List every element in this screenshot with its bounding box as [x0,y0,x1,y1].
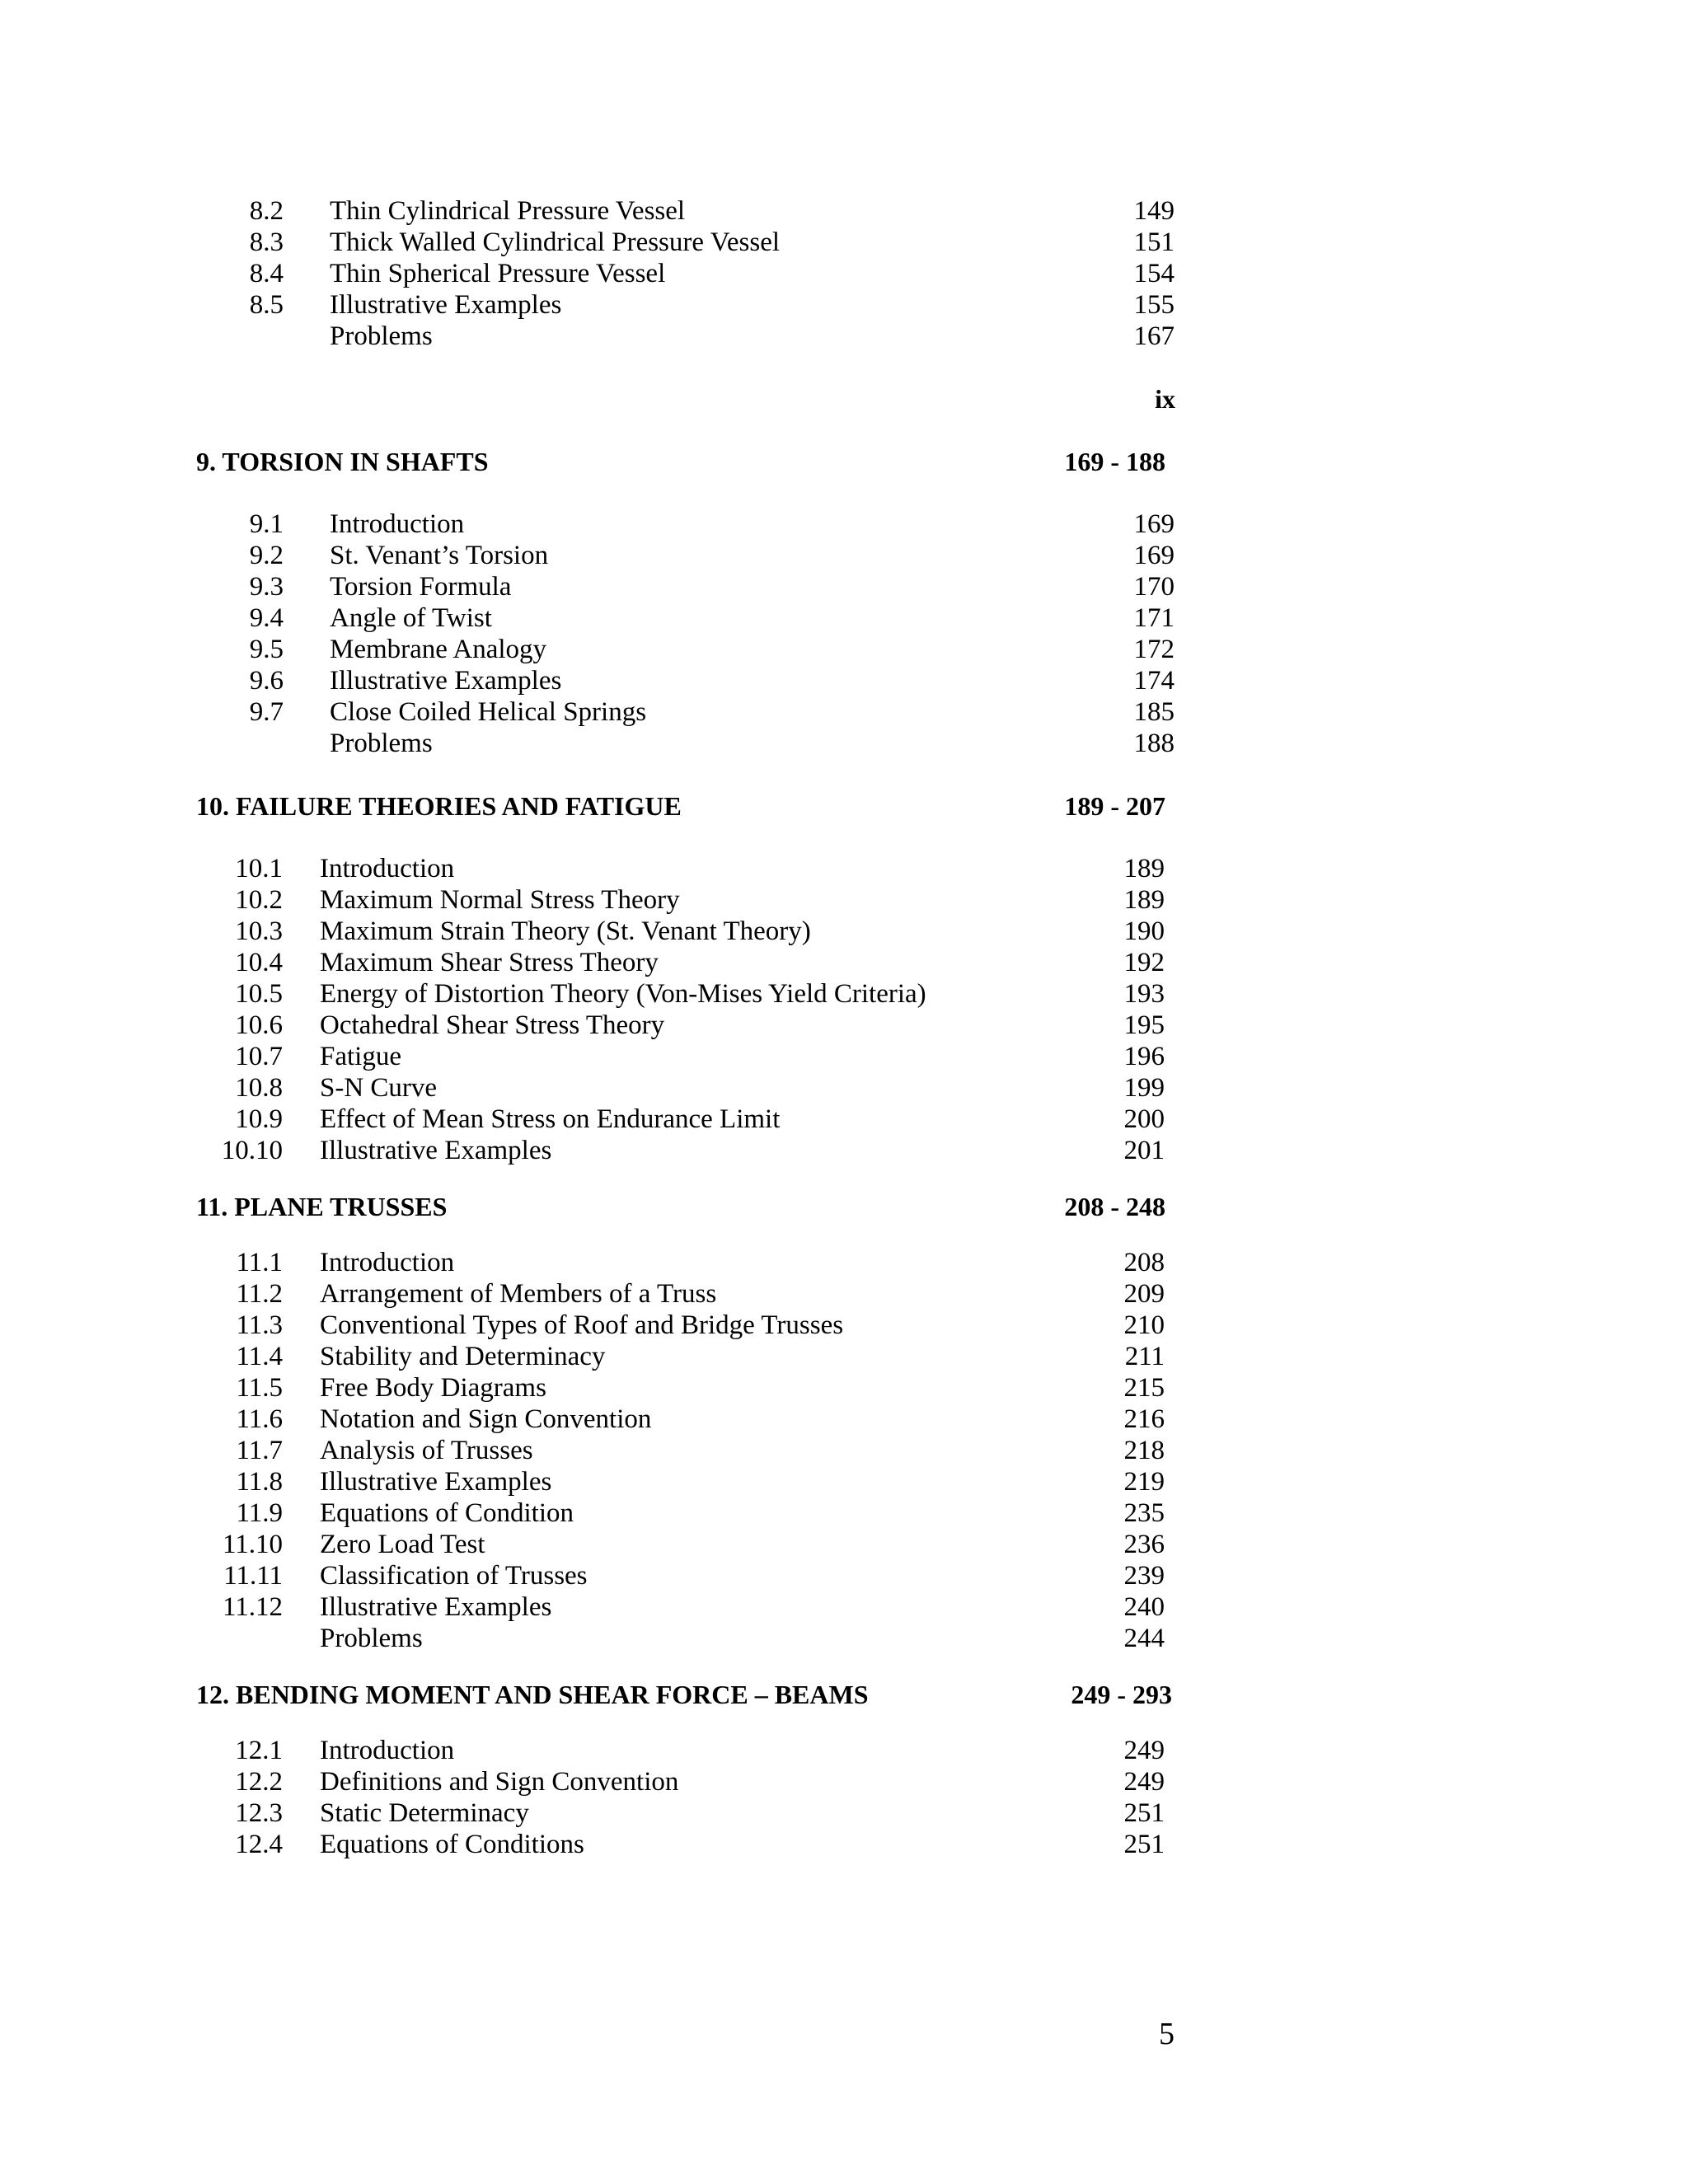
entry-title: Membrane Analogy [330,635,547,664]
toc-entry [0,915,1688,948]
entry-number: 10.10 [221,1136,283,1165]
entry-page: 174 [1133,666,1175,696]
entry-page: 244 [1123,1624,1165,1653]
entry-number: 8.4 [249,259,284,288]
toc-entry [0,1622,1688,1655]
entry-number: 11.2 [236,1279,283,1309]
chapter-page-range: 249 - 293 [1071,1680,1172,1709]
entry-title: Notation and Sign Convention [320,1404,652,1434]
entry-number: 9.6 [249,666,284,696]
entry-page: 211 [1124,1342,1165,1371]
chapter-title: 11. PLANE TRUSSES [196,1192,448,1221]
toc-entry [0,1765,1688,1798]
entry-page: 169 [1133,541,1175,570]
entry-page: 209 [1123,1279,1165,1309]
toc-entry [0,633,1688,666]
toc-entry [0,508,1688,541]
toc-entry [0,1040,1688,1073]
entry-title: Arrangement of Members of a Truss [320,1279,717,1309]
entry-page: 216 [1123,1404,1165,1434]
chapter-page-range: 208 - 248 [1064,1192,1165,1221]
entry-number: 9.2 [249,541,284,570]
chapter-title: 9. TORSION IN SHAFTS [196,447,489,476]
entry-number: 11.12 [222,1592,283,1622]
entry-title: Thin Spherical Pressure Vessel [330,259,666,288]
entry-page: 249 [1123,1736,1165,1765]
entry-title: Illustrative Examples [320,1467,552,1497]
entry-number: 11.4 [236,1342,283,1371]
entry-number: 8.5 [249,290,284,320]
page-number: 5 [1159,2017,1175,2051]
entry-title: Analysis of Trusses [320,1436,533,1465]
entry-page: 201 [1123,1136,1165,1165]
entry-title: Definitions and Sign Convention [320,1767,679,1797]
entry-title: Static Determinacy [320,1798,529,1828]
entry-title: Introduction [320,1248,455,1277]
toc-entry [0,1403,1688,1436]
entry-title: Problems [320,1624,423,1653]
entry-page: 251 [1123,1798,1165,1828]
entry-title: S-N Curve [320,1073,438,1103]
toc-entry [0,1497,1688,1530]
toc-entry [0,1528,1688,1561]
entry-page: 215 [1123,1373,1165,1403]
chapter-title: 12. BENDING MOMENT AND SHEAR FORCE – BEAMS [196,1680,869,1709]
entry-title: Stability and Determinacy [320,1342,606,1371]
entry-page: 239 [1123,1561,1165,1591]
entry-page: 196 [1123,1042,1165,1071]
entry-number: 10.9 [235,1104,283,1134]
chapter-heading [0,445,1688,478]
entry-title: Fatigue [320,1042,401,1071]
entry-title: Torsion Formula [330,572,512,602]
entry-page: 236 [1123,1530,1165,1559]
entry-title: Angle of Twist [330,603,492,633]
entry-number: 11.10 [222,1530,283,1559]
entry-number: 9.5 [249,635,284,664]
toc-entry [0,1246,1688,1279]
entry-number: 8.2 [249,196,284,226]
entry-page: 151 [1133,227,1175,257]
entry-number: 9.3 [249,572,284,602]
toc-entry [0,1277,1688,1310]
entry-number: 9.4 [249,603,284,633]
entry-number: 11.1 [236,1248,283,1277]
toc-entry [0,226,1688,259]
roman-page-marker: ix [1155,384,1175,414]
entry-page: 199 [1123,1073,1165,1103]
entry-page: 172 [1133,635,1175,664]
toc-entry [0,602,1688,635]
toc-entry [0,1434,1688,1467]
toc-entry [0,696,1688,729]
entry-title: Close Coiled Helical Springs [330,697,647,727]
chapter-page-range: 169 - 188 [1064,447,1165,476]
entry-page: 188 [1133,729,1175,758]
toc-entry [0,1103,1688,1136]
entry-title: Octahedral Shear Stress Theory [320,1010,665,1040]
toc-entry [0,1591,1688,1624]
entry-title: Classification of Trusses [320,1561,588,1591]
entry-title: Illustrative Examples [320,1136,552,1165]
entry-page: 192 [1123,948,1165,977]
entry-number: 10.8 [235,1073,283,1103]
toc-entry [0,1465,1688,1498]
entry-title: Maximum Shear Stress Theory [320,948,659,977]
entry-number: 10.4 [235,948,283,977]
entry-title: Illustrative Examples [320,1592,552,1622]
entry-title: Problems [330,729,433,758]
entry-title: Introduction [330,509,465,539]
entry-page: 154 [1133,259,1175,288]
toc-entry [0,1340,1688,1373]
toc-entry [0,1734,1688,1767]
entry-title: St. Venant’s Torsion [330,541,549,570]
chapter-title: 10. FAILURE THEORIES AND FATIGUE [196,791,682,821]
entry-page: 193 [1123,979,1165,1009]
entry-number: 11.11 [223,1561,283,1591]
entry-page: 190 [1123,916,1165,946]
entry-number: 12.2 [235,1767,283,1797]
toc-entry [0,1134,1688,1167]
entry-title: Illustrative Examples [330,290,562,320]
entry-page: 167 [1133,321,1175,351]
entry-page: 149 [1133,196,1175,226]
entry-page: 210 [1123,1310,1165,1340]
entry-page: 170 [1133,572,1175,602]
entry-number: 11.8 [236,1467,283,1497]
entry-title: Conventional Types of Roof and Bridge Trusses [320,1310,844,1340]
toc-entry [0,570,1688,603]
toc-entry [0,1071,1688,1104]
entry-title: Thick Walled Cylindrical Pressure Vessel [330,227,781,257]
entry-page: 155 [1133,290,1175,320]
entry-number: 10.1 [235,854,283,883]
toc-entry [0,257,1688,290]
entry-number: 10.5 [235,979,283,1009]
entry-number: 12.1 [235,1736,283,1765]
entry-number: 12.4 [235,1830,283,1859]
entry-title: Free Body Diagrams [320,1373,546,1403]
entry-number: 11.9 [236,1498,283,1528]
toc-entry [0,1828,1688,1861]
toc-entry [0,977,1688,1010]
entry-page: 251 [1123,1830,1165,1859]
entry-title: Equations of Condition [320,1498,574,1528]
toc-entry [0,1009,1688,1042]
entry-number: 10.6 [235,1010,283,1040]
entry-number: 9.1 [249,509,284,539]
entry-title: Zero Load Test [320,1530,485,1559]
toc-entry [0,664,1688,697]
entry-title: Maximum Normal Stress Theory [320,885,680,915]
entry-number: 10.7 [235,1042,283,1071]
entry-number: 11.3 [236,1310,283,1340]
entry-title: Energy of Distortion Theory (Von-Mises Yield Criteria) [320,979,926,1009]
entry-page: 189 [1123,854,1165,883]
entry-page: 200 [1123,1104,1165,1134]
toc-entry [0,1371,1688,1404]
entry-page: 189 [1123,885,1165,915]
toc-entry [0,320,1688,353]
chapter-heading [0,1678,1688,1711]
entry-number: 11.5 [236,1373,283,1403]
entry-page: 235 [1123,1498,1165,1528]
entry-page: 240 [1123,1592,1165,1622]
toc-entry [0,288,1688,321]
toc-entry [0,852,1688,885]
toc-entry [0,1797,1688,1830]
entry-page: 208 [1123,1248,1165,1277]
chapter-page-range: 189 - 207 [1064,791,1165,821]
entry-page: 185 [1133,697,1175,727]
entry-number: 10.2 [235,885,283,915]
entry-title: Illustrative Examples [330,666,562,696]
chapter-heading [0,1190,1688,1223]
entry-title: Maximum Strain Theory (St. Venant Theory) [320,916,811,946]
entry-page: 249 [1123,1767,1165,1797]
toc-entry [0,883,1688,916]
entry-number: 9.7 [249,697,284,727]
entry-title: Effect of Mean Stress on Endurance Limit [320,1104,781,1134]
entry-page: 219 [1123,1467,1165,1497]
toc-entry [0,194,1688,227]
entry-page: 195 [1123,1010,1165,1040]
entry-page: 218 [1123,1436,1165,1465]
toc-entry [0,1559,1688,1592]
entry-number: 8.3 [249,227,284,257]
toc-entry [0,1309,1688,1342]
toc-entry [0,539,1688,572]
entry-page: 171 [1133,603,1175,633]
toc-entry [0,946,1688,979]
entry-number: 11.7 [236,1436,283,1465]
toc-entry [0,727,1688,760]
entry-title: Introduction [320,1736,455,1765]
entry-title: Introduction [320,854,455,883]
entry-title: Equations of Conditions [320,1830,584,1859]
entry-number: 10.3 [235,916,283,946]
chapter-heading [0,790,1688,823]
entry-title: Thin Cylindrical Pressure Vessel [330,196,686,226]
entry-number: 11.6 [236,1404,283,1434]
entry-number: 12.3 [235,1798,283,1828]
entry-page: 169 [1133,509,1175,539]
entry-title: Problems [330,321,433,351]
